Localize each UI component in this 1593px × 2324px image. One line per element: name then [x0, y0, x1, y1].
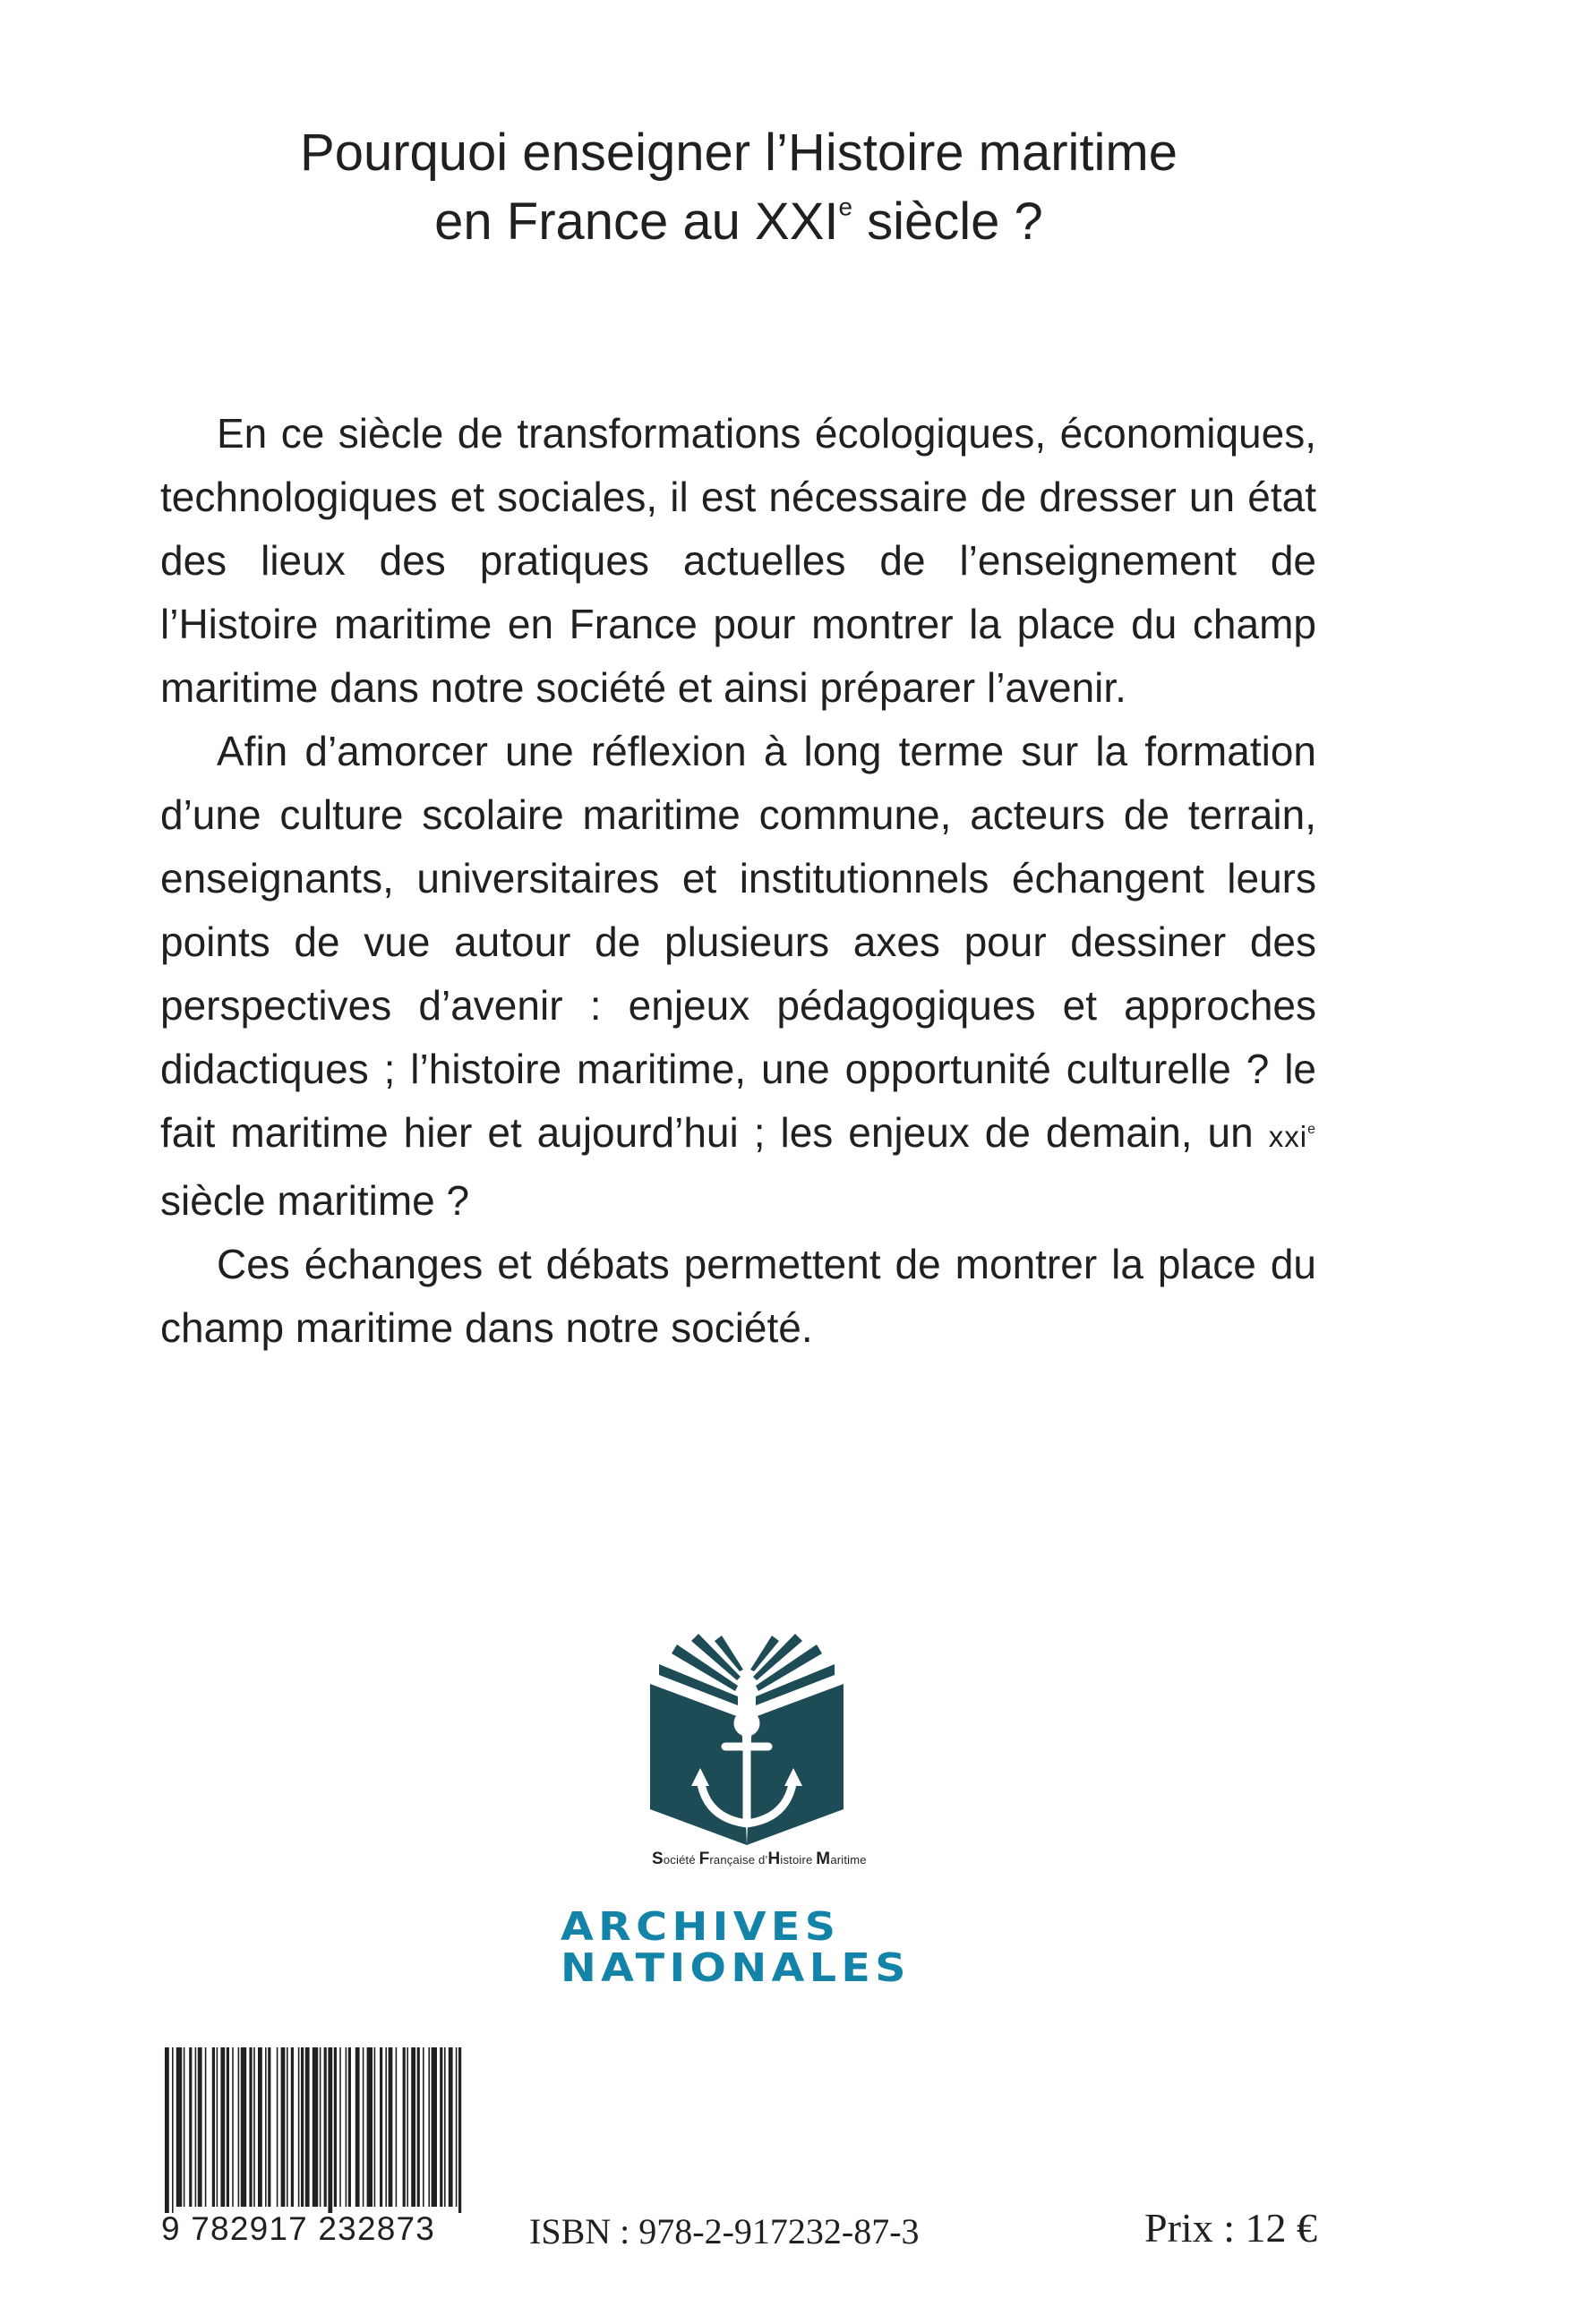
barcode-bar	[423, 2047, 424, 2207]
back-cover-text	[160, 402, 1316, 1360]
barcode-bar	[417, 2047, 420, 2207]
barcode-bar	[172, 2047, 174, 2213]
barcode-digits: 9 782917 232873	[161, 2210, 436, 2247]
barcode-bar	[253, 2047, 255, 2207]
barcode-bar	[348, 2047, 351, 2207]
paragraph-3: Ces échanges et débats permettent de montrer la place du champ maritime dans notre société.	[160, 1241, 1316, 1351]
barcode-bar	[212, 2047, 215, 2207]
barcode-bar	[355, 2047, 360, 2207]
barcode-bar	[403, 2047, 406, 2207]
publisher-logos	[555, 1634, 931, 2010]
barcode-bar	[389, 2047, 393, 2207]
barcode-bar	[432, 2047, 437, 2207]
century-numeral: xxi	[1268, 1121, 1308, 1154]
isbn-number: ISBN : 978-2-917232-87-3	[529, 2211, 920, 2251]
barcode-bar	[363, 2047, 364, 2207]
barcode-bar	[220, 2047, 225, 2207]
barcode-bar	[385, 2047, 387, 2207]
barcode-bar	[205, 2047, 207, 2207]
paragraph-2	[160, 720, 1316, 1233]
paragraph-2-end: siècle maritime ?	[160, 1177, 470, 1224]
century-smallcaps	[1269, 1121, 1316, 1154]
barcode-bar	[334, 2047, 337, 2207]
barcode-bar	[449, 2047, 453, 2207]
barcode-bar	[367, 2047, 373, 2207]
barcode-bar	[291, 2047, 294, 2207]
barcode-bar	[456, 2047, 458, 2207]
barcode-bar	[176, 2047, 182, 2207]
barcode-bar	[258, 2047, 262, 2207]
title-line-2	[434, 192, 1043, 251]
barcode-bar	[165, 2047, 169, 2213]
barcode-bar	[277, 2047, 278, 2207]
title-superscript: e	[838, 192, 853, 221]
barcode-bar	[380, 2047, 382, 2207]
barcode-bar	[195, 2047, 197, 2207]
barcode-bar	[238, 2047, 240, 2207]
barcode-bar	[458, 2047, 461, 2213]
century-superscript: e	[1307, 1121, 1316, 1137]
barcode-bar	[301, 2047, 304, 2207]
barcode-bar	[374, 2047, 376, 2207]
barcode-bar	[189, 2047, 192, 2207]
barcode-bar	[198, 2047, 202, 2207]
isbn-barcode	[163, 2047, 467, 2213]
title-line-2-text: en France au XXI	[434, 192, 839, 251]
archives-nationales-logo	[561, 1904, 911, 1991]
title-line-1: Pourquoi enseigner l’Histoire maritime	[300, 124, 1178, 182]
barcode-bar	[232, 2047, 234, 2207]
price: Prix : 12 €	[1144, 2205, 1317, 2251]
barcode-bar	[227, 2047, 229, 2207]
barcode-bar	[346, 2047, 347, 2207]
barcode-bar	[411, 2047, 415, 2207]
barcode-bar	[328, 2047, 332, 2213]
archives-line-2: NATIONALES	[561, 1945, 911, 1991]
page-title	[0, 118, 1477, 256]
barcode-bar	[324, 2047, 327, 2207]
barcode-bar	[396, 2047, 398, 2207]
barcode-bar	[428, 2047, 430, 2207]
barcode-bar	[217, 2047, 218, 2207]
barcode-bar	[444, 2047, 446, 2207]
barcode-bar	[313, 2047, 318, 2207]
barcode-bar	[184, 2047, 185, 2207]
barcode-bar	[265, 2047, 267, 2207]
barcode-bar	[339, 2047, 341, 2207]
barcode-bar	[407, 2047, 408, 2207]
paragraph-1: En ce siècle de transformations écologiques, économiques, technologiques et sociales, il est nécessaire de dresser un état des lieux des pratiques actuelles de l’enseignement de l’Histoire maritime en France pour montrer la place du champ maritime dans notre société et ainsi préparer l’avenir.	[160, 410, 1316, 711]
sfhm-book-anchor-logo	[650, 1634, 844, 1845]
barcode-bar	[281, 2047, 286, 2207]
barcode-bar	[287, 2047, 288, 2207]
barcode-bar	[298, 2047, 300, 2207]
archives-line-1: ARCHIVES	[561, 1904, 841, 1950]
barcode-bar	[249, 2047, 252, 2207]
sfhm-caption: Société Française d’Histoire Maritime	[652, 1850, 867, 1868]
title-line-2-end: siècle ?	[852, 192, 1043, 251]
barcode-bar	[305, 2047, 310, 2207]
paragraph-2-text: Afin d’amorcer une réflexion à long terme sur la formation d’une culture scolaire maritime commune, acteurs de terrain, enseignants, universitaires et institutionnels échangent leurs points de vue autour de plusieurs axes pour dessiner des perspectives d’avenir : enjeux pédagogiques et approches didactiques ; l’histoire maritime, une opportunité culturelle ? le fait maritime hier et aujourd’hui ; les enjeux de demain, un	[160, 728, 1316, 1156]
barcode-bar	[268, 2047, 270, 2207]
barcode-bar	[241, 2047, 246, 2207]
barcode-bar	[440, 2047, 442, 2207]
barcode-bar	[320, 2047, 321, 2207]
